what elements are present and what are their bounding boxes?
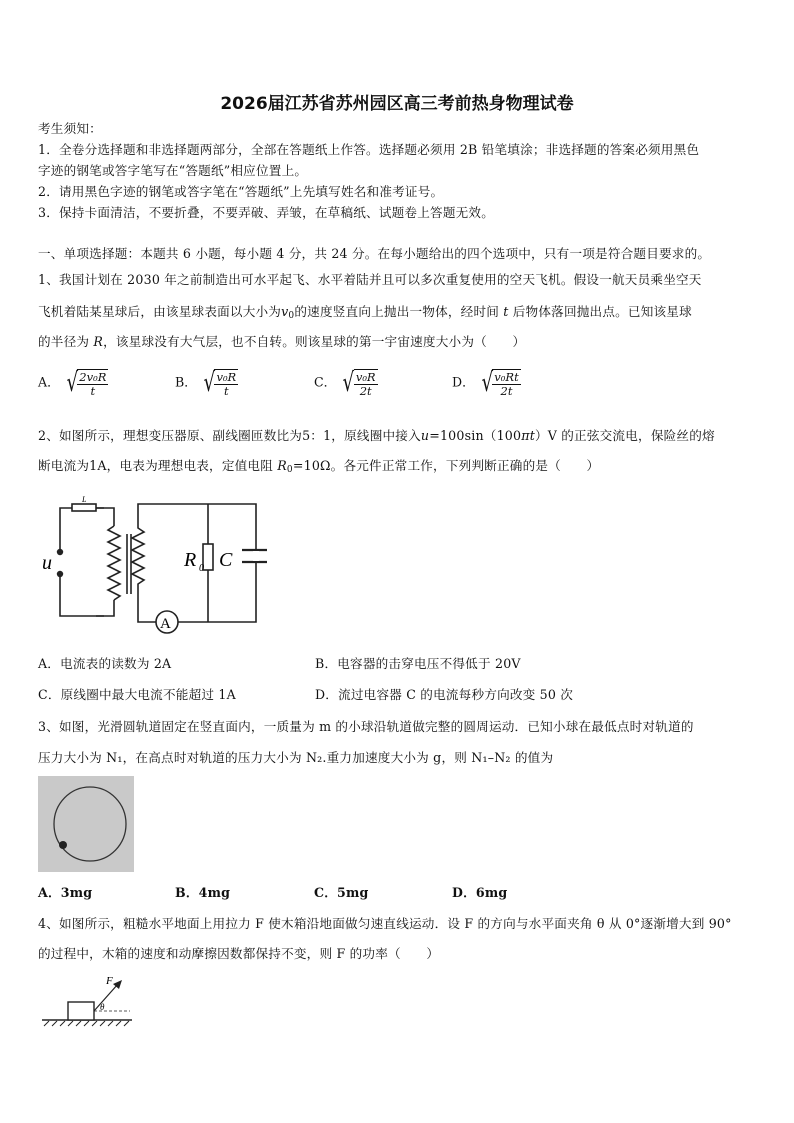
q1-option-c: C． √ $\frac{\text{v₀R}}{2t}$ [314,368,376,398]
notice-line: 字迹的钢笔或答字笔写在“答题纸”相应位置上。 [38,163,308,178]
force-label: F [106,975,113,987]
q3-option-b: B．4mg [175,885,231,900]
q1-option-a: A． √ $\frac{\text{2v₀R}}{t}$ [38,368,107,398]
q1-text: 飞机着陆某星球后，由该星球表面以大小为$v_0$的速度竖直向上抛出一物体，经时间 t 后物体落回抛出点。已知该星球 [38,304,692,321]
q3-option-d: D．6mg [452,885,508,900]
q1-text: 的半径为 R，该星球没有大气层，也不自转。则该星球的第一宇宙速度大小为（ ） [38,334,526,349]
ammeter-label: A [160,616,171,632]
notice-line: 1．全卷分选择题和非选择题两部分，全部在答题纸上作答。选择题必须用 2B 铅笔填涂；非选择题的答案必须用黑色 [38,142,700,157]
page-title: 2026届江苏省苏州园区高三考前热身物理试卷 [220,94,574,114]
q4-text: 的过程中，木箱的速度和动摩擦因数都保持不变，则 F 的功率（ ） [38,946,440,961]
svg-text:0: 0 [199,563,204,574]
ball-icon [59,841,67,849]
q3-text: 3、如图，光滑圆轨道固定在竖直面内，一质量为 m 的小球沿轨道做完整的圆周运动．已知小球在最低点时对轨道的 [38,719,694,734]
fuse-label: L [82,495,87,504]
notice-line: 2．请用黑色字迹的钢笔或答字笔在“答题纸”上先填写姓名和准考证号。 [38,184,444,199]
q3-option-c: C．5mg [314,885,369,900]
q4-text: 4、如图所示，粗糙水平地面上用拉力 F 使木箱沿地面做匀速直线运动．设 F 的方向与水平面夹角 θ 从 0°逐渐增大到 90° [38,916,732,931]
circular-track-figure [38,776,134,872]
c-label: C [219,549,233,571]
angle-label: θ [100,1002,105,1012]
transformer-circuit-diagram [42,494,267,639]
q1-option-b: B． √ $\frac{\text{v₀R}}{t}$ [175,368,237,398]
wooden-box [68,1002,94,1020]
q3-text: 压力大小为 N₁，在高点时对轨道的压力大小为 N₂.重力加速度大小为 g，则 N₁–N₂ 的值为 [38,750,554,765]
q2-text: 2、如图所示，理想变压器原、副线圈匝数比为5：1，原线圈中接入u=100sin（100πt）V 的正弦交流电，保险丝的熔 [38,428,715,443]
u-label: u [42,552,52,574]
notice-line: 3．保持卡面清洁，不要折叠，不要弄破、弄皱，在草稿纸、试题卷上答题无效。 [38,205,494,220]
q1-option-d: D． √ $\frac{\text{v₀Rt}}{2t}$ [452,368,519,398]
q2-option-d: D．流过电容器 C 的电流每秒方向改变 50 次 [315,687,574,702]
box-pull-figure [40,974,140,1034]
q2-option-a: A．电流表的读数为 2A [38,656,172,671]
r0-label: R [184,549,197,571]
q2-option-b: B．电容器的击穿电压不得低于 20V [315,656,521,671]
q3-option-a: A．3mg [38,885,93,900]
section-header: 一、单项选择题：本题共 6 小题，每小题 4 分，共 24 分。在每小题给出的四个选项中，只有一项是符合题目要求的。 [38,246,711,261]
notice-header: 考生须知： [38,121,102,136]
q2-text: 断电流为1A，电表为理想电表，定值电阻 $R_0=10\Omega$。各元件正常工作，下列判断正确的是（ ） [38,458,600,475]
q1-text: 1、我国计划在 2030 年之前制造出可水平起飞、水平着陆并且可以多次重复使用的空天飞机。假设一航天员乘坐空天 [38,272,702,287]
q2-option-c: C．原线圈中最大电流不能超过 1A [38,687,236,702]
